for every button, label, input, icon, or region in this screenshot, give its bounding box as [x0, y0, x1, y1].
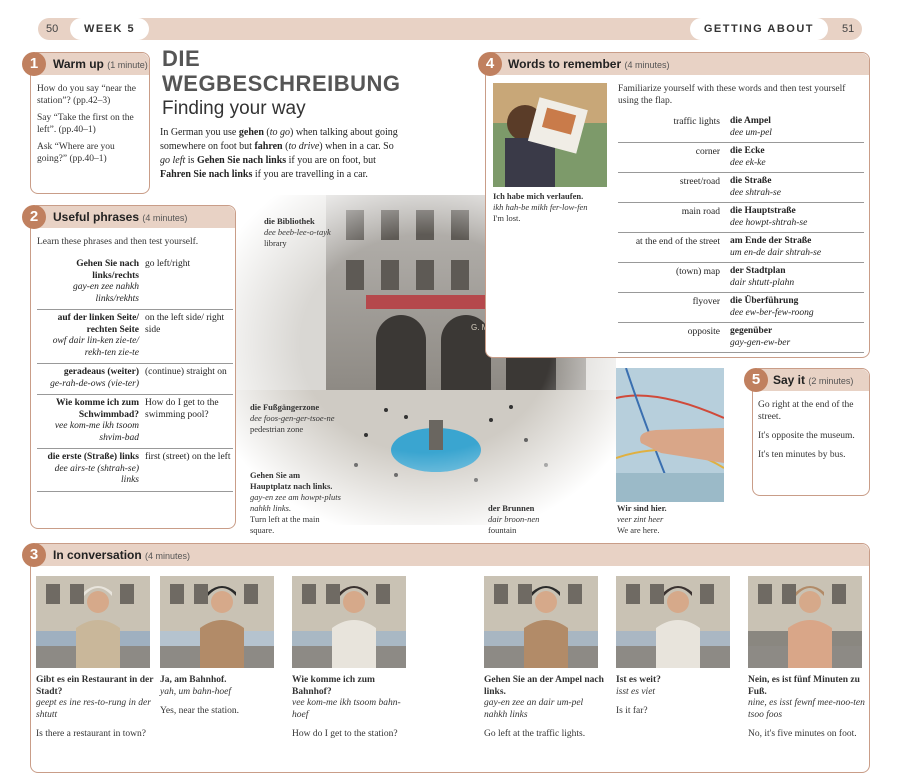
- caption-english: Yes, near the station.: [160, 706, 239, 716]
- phrase-german: auf der linken Seite/ rechten Seite: [57, 313, 139, 335]
- woman-with-map-illustration: [493, 83, 607, 187]
- word-pronunciation: dee um-pel: [730, 127, 772, 138]
- conversation-caption: [748, 675, 872, 741]
- conversation-number-badge: 3: [22, 543, 46, 567]
- warmup-title: Warm up (1 minute): [53, 57, 148, 71]
- caption-english: Go left at the traffic lights.: [484, 729, 586, 739]
- word-pronunciation: dee shtrah-se: [730, 187, 781, 198]
- warmup-item: How do you say “near the station”? (pp.42–3): [37, 84, 136, 106]
- caption-german: Ist es weit?: [616, 675, 661, 685]
- intro-run: ) when in a car. So: [319, 141, 394, 152]
- label-fountain: der Brunnen dair broon-nen fountain: [488, 503, 540, 535]
- conversation-scene: [292, 576, 406, 668]
- word-english: flyover: [692, 297, 720, 307]
- intro-run: (: [282, 141, 289, 152]
- warmup-list: [37, 83, 147, 165]
- word-english: corner: [695, 147, 720, 157]
- phrase-row: [37, 364, 233, 395]
- lost-woman-photo: [493, 83, 607, 187]
- caption-pronunciation: geept es ine res-to-rung in der shtutt: [36, 698, 151, 720]
- warmup-item: Say “Take the first on the left”. (pp.40–1): [37, 113, 134, 135]
- sayit-number-badge: 5: [744, 368, 768, 392]
- phrase-pronunciation: gay-en zee nahkh links/rekhts: [73, 282, 139, 304]
- caption-german: Nein, es ist fünf Minuten zu Fuß.: [748, 675, 860, 697]
- page-number-left: 50: [46, 23, 59, 35]
- caption-english: No, it's five minutes on foot.: [748, 729, 857, 739]
- caption-pronunciation: vee kom-me ikh tsoom bahn-hoef: [292, 698, 401, 720]
- word-german: die Überführung: [730, 296, 799, 306]
- phrase-english: (continue) straight on: [145, 367, 227, 377]
- caption-german: Ja, am Bahnhof.: [160, 675, 227, 685]
- warmup-number-badge: 1: [22, 52, 46, 76]
- intro-run: gehen: [238, 127, 264, 138]
- map-with-finger-illustration: [616, 368, 724, 502]
- caption-german: Wie komme ich zum Bahnhof?: [292, 675, 375, 697]
- intro-run: to go: [269, 127, 290, 138]
- label-we-are-here: Wir sind hier. veer zint heer We are here.: [617, 503, 667, 535]
- word-row: [618, 293, 864, 323]
- intro-run: Fahren Sie nach links: [160, 169, 253, 180]
- section-label: GETTING ABOUT: [690, 18, 828, 40]
- word-english: main road: [681, 207, 720, 217]
- caption-pronunciation: nine, es isst fewnf mee-noo-ten tsoo foos: [748, 698, 865, 720]
- intro-run: (: [263, 127, 270, 138]
- phrases-box: [30, 205, 236, 529]
- sayit-item: Go right at the end of the street.: [758, 400, 854, 422]
- conversation-scene: [160, 576, 274, 668]
- sayit-title: Say it (2 minutes): [773, 373, 854, 387]
- phrase-pronunciation: owf dair lin-ken zie-te/ rekh-ten zie-te: [52, 336, 139, 358]
- word-english: opposite: [687, 327, 720, 337]
- word-english: (town) map: [675, 267, 720, 277]
- phrase-english: on the left side/ right side: [145, 313, 225, 335]
- phrase-english: first (street) on the left: [145, 452, 231, 462]
- word-row: [618, 113, 864, 143]
- words-table: [618, 113, 864, 353]
- sayit-item: It's opposite the museum.: [758, 431, 855, 441]
- intro-run: if you are travelling in a car.: [252, 169, 368, 180]
- conversation-photo: [36, 576, 150, 668]
- word-german: die Ampel: [730, 116, 771, 126]
- phrase-row: [37, 395, 233, 449]
- conversation-photo: [616, 576, 730, 668]
- conversation-scene: [616, 576, 730, 668]
- word-row: [618, 263, 864, 293]
- phrase-pronunciation: ge-rah-de-ows (vie-ter): [50, 378, 139, 389]
- intro-run: In German you use: [160, 127, 239, 138]
- word-row: [618, 323, 864, 353]
- word-pronunciation: dee ek-ke: [730, 157, 766, 168]
- caption-pronunciation: isst es viet: [616, 686, 656, 697]
- word-row: [618, 143, 864, 173]
- word-english: at the end of the street: [635, 237, 720, 247]
- label-main-square: Gehen Sie am Hauptplatz nach links. gay-en zee am howpt-pluts nahkh links. Turn left at the main square.: [250, 470, 341, 535]
- conversation-photo: [484, 576, 598, 668]
- caption-pronunciation: gay-en zee an dair um-pel nahkh links: [484, 698, 584, 720]
- map-photo: [616, 368, 724, 502]
- week-label: WEEK 5: [70, 18, 149, 40]
- conversation-caption: [616, 675, 740, 718]
- phrase-pronunciation: vee kom-me ikh tsoom shvim-bad: [54, 421, 139, 443]
- conversation-photo: [160, 576, 274, 668]
- word-german: die Straße: [730, 176, 772, 186]
- conversation-caption: [292, 675, 416, 741]
- word-german: die Ecke: [730, 146, 765, 156]
- intro-paragraph: [160, 126, 402, 182]
- caption-german: Gibt es ein Restaurant in der Stadt?: [36, 675, 154, 697]
- word-pronunciation: dee ew-ber-few-roong: [730, 307, 814, 318]
- sayit-box: [752, 368, 870, 496]
- word-pronunciation: gay-gen-ew-ber: [730, 337, 791, 348]
- conversation-caption: [484, 675, 608, 741]
- label-pedestrian-zone: die Fußgängerzone dee foos-gen-ger-tsoe-ne pedestrian zone: [250, 402, 335, 434]
- word-german: gegenüber: [730, 326, 773, 336]
- phrase-german: Gehen Sie nach links/rechts: [76, 259, 139, 281]
- phrase-pronunciation: dee airs-te (shtrah-se) links: [54, 463, 139, 485]
- conversation-scene: [36, 576, 150, 668]
- phrase-english: go left/right: [145, 259, 191, 269]
- caption-english: How do I get to the station?: [292, 729, 398, 739]
- caption-pronunciation: yah, um bahn-hoef: [160, 686, 231, 697]
- intro-run: Gehen Sie nach links: [196, 155, 287, 166]
- intro-run: if you are on foot, but: [286, 155, 376, 166]
- phrase-row: [37, 310, 233, 364]
- word-german: am Ende der Straße: [730, 236, 812, 246]
- phrases-title: Useful phrases (4 minutes): [53, 210, 188, 224]
- warmup-item: Ask “Where are you going?” (pp.40–1): [37, 142, 115, 164]
- sayit-item: It's ten minutes by bus.: [758, 450, 846, 460]
- word-row: [618, 173, 864, 203]
- conversation-title: In conversation (4 minutes): [53, 548, 191, 562]
- word-pronunciation: um en-de dair shtrah-se: [730, 247, 822, 258]
- page-subtitle: Finding your way: [162, 98, 306, 119]
- conversation-caption: [36, 675, 160, 741]
- phrase-row: [37, 256, 233, 310]
- words-number-badge: 4: [478, 52, 502, 76]
- label-library: die Bibliothek dee beeb-lee-o-tayk library: [264, 216, 331, 248]
- page-number-right: 51: [842, 23, 855, 35]
- intro-run: to drive: [288, 141, 320, 152]
- phrase-german: die erste (Straße) links: [47, 452, 139, 462]
- word-german: der Stadtplan: [730, 266, 786, 276]
- phrases-table: [37, 256, 233, 492]
- words-box: [485, 52, 870, 358]
- caption-english: Is there a restaurant in town?: [36, 729, 146, 739]
- intro-run: go left: [160, 155, 186, 166]
- phrase-german: Wie komme ich zum Schwimmbad?: [56, 398, 139, 420]
- caption-german: Gehen Sie an der Ampel nach links.: [484, 675, 604, 697]
- conversation-scene: [484, 576, 598, 668]
- intro-run: fahren: [254, 141, 283, 152]
- word-english: street/road: [679, 177, 720, 187]
- word-pronunciation: dair shtutt-plahn: [730, 277, 795, 288]
- phrases-number-badge: 2: [22, 205, 46, 229]
- word-row: [618, 203, 864, 233]
- phrases-instruction: Learn these phrases and then test yourself.: [37, 237, 199, 247]
- conversation-photo: [292, 576, 406, 668]
- words-title: Words to remember (4 minutes): [508, 57, 670, 71]
- word-german: die Hauptstraße: [730, 206, 796, 216]
- conversation-photo: [748, 576, 862, 668]
- intro-run: is: [185, 155, 197, 166]
- page-title: DIE WEGBESCHREIBUNG: [162, 46, 401, 96]
- phrase-german: geradeaus (weiter): [63, 367, 139, 377]
- phrase-english: How do I get to the swimming pool?: [145, 398, 219, 420]
- label-lost: Ich habe mich verlaufen. ikh hah-be mikh fer-low-fen I'm lost.: [493, 191, 588, 223]
- warmup-box: [30, 52, 150, 194]
- conversation-scene: [748, 576, 862, 668]
- words-instruction: Familiarize yourself with these words and then test yourself using the flap.: [618, 84, 846, 106]
- intro-run: ) when talking about going somewhere on foot but: [160, 127, 398, 152]
- word-pronunciation: dee howpt-shtrah-se: [730, 217, 808, 228]
- conversation-caption: [160, 675, 284, 718]
- caption-english: Is it far?: [616, 706, 648, 716]
- word-english: traffic lights: [673, 117, 720, 127]
- sayit-list: [758, 399, 866, 461]
- phrase-row: [37, 449, 233, 492]
- word-row: [618, 233, 864, 263]
